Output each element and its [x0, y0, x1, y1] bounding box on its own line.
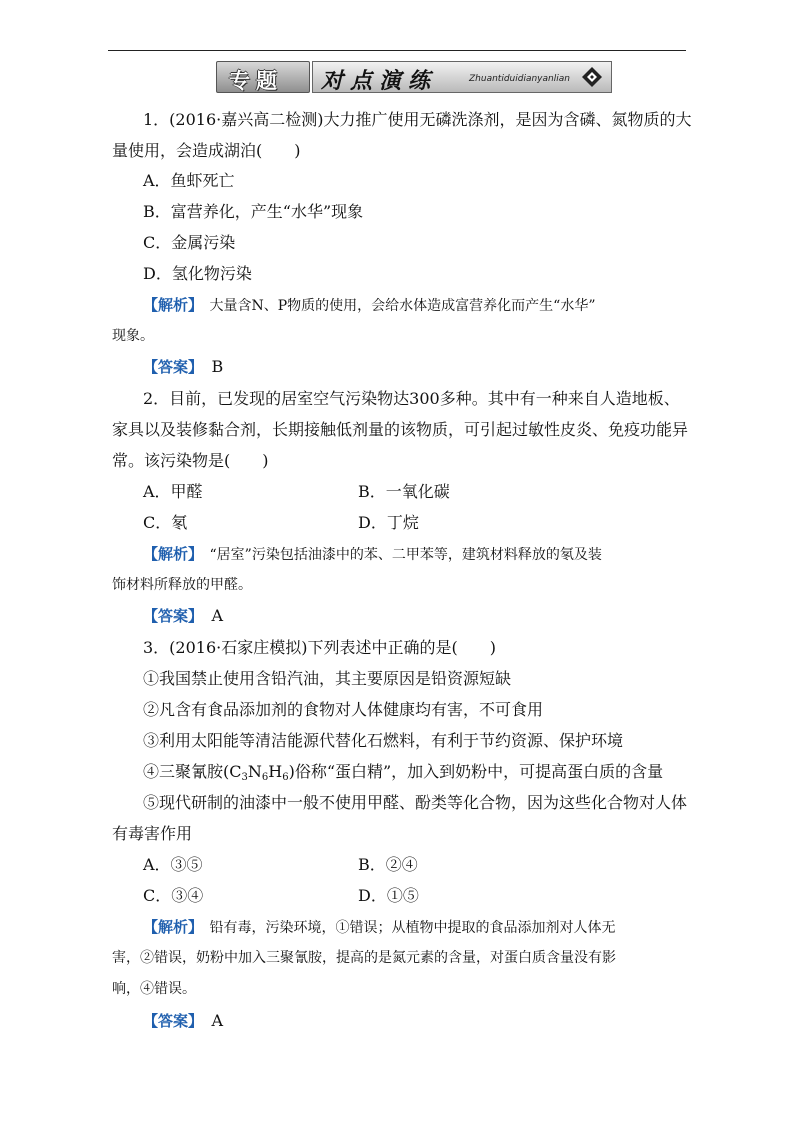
q3-s4-sub-n: 6 [261, 772, 269, 783]
q1-option-b: B．富营养化，产生“水华”现象 [143, 202, 364, 221]
q1-analysis-line2: 现象。 [112, 328, 154, 344]
diamond-logo-icon [581, 66, 603, 88]
q1-answer-value: B [195, 357, 224, 376]
q3-statement-3: ③利用太阳能等清洁能源代替化石燃料，有利于节约资源、保护环境 [143, 731, 624, 750]
q3-answer-value: A [195, 1011, 224, 1030]
q1-analysis-text: 大量含N、P物质的使用，会给水体造成富营养化而产生“水华” [195, 298, 596, 314]
q3-s4-part-n: N [247, 762, 262, 781]
q2-answer-value: A [195, 606, 224, 625]
q3-statement-5-line1: ⑤现代研制的油漆中一般不使用甲醛、酚类等化合物，因为这些化合物对人体 [143, 793, 688, 812]
q3-analysis-text: 铅有毒，污染环境，①错误；从植物中提取的食品添加剂对人体无 [195, 920, 616, 936]
q1-analysis-tag: 【解析】 [143, 296, 196, 314]
q3-stem: 3．(2016·石家庄模拟)下列表述中正确的是( ) [143, 638, 496, 657]
q3-s4-part-b: )俗称“蛋白精”，加入到奶粉中，可提高蛋白质的含量 [288, 762, 664, 781]
q3-statement-1: ①我国禁止使用含铅汽油，其主要原因是铅资源短缺 [143, 669, 512, 688]
banner-label: 专题 [229, 68, 283, 93]
q2-option-b: B．一氧化碳 [358, 482, 450, 501]
q3-s4-sub-h: 6 [282, 772, 289, 783]
q1-analysis-line1 [143, 295, 596, 316]
q3-statement-4 [143, 762, 663, 782]
banner-title: 对点演练 [321, 68, 438, 94]
q3-analysis-line2: 害，②错误，奶粉中加入三聚氰胺，提高的是氮元素的含量，对蛋白质含量没有影 [112, 950, 616, 966]
q3-statement-5-line2: 有毒害作用 [112, 824, 193, 843]
q3-s4-part-h: H [268, 762, 283, 781]
q2-answer [143, 606, 223, 626]
q1-option-a: A．鱼虾死亡 [143, 171, 235, 190]
q3-option-b: B．②④ [358, 855, 418, 874]
header-rule [108, 50, 686, 51]
banner-label-box [216, 61, 310, 93]
q3-option-c: C．③④ [143, 886, 204, 905]
q2-analysis-line1 [143, 544, 602, 565]
q2-stem-line3: 常。该污染物是( ) [112, 451, 269, 470]
q2-answer-tag: 【答案】 [143, 607, 196, 625]
q1-stem-line2: 量使用，会造成湖泊( ) [112, 141, 301, 160]
banner-title-box [312, 61, 612, 93]
q3-analysis-line3: 响，④错误。 [112, 981, 196, 997]
q3-analysis-line1 [143, 917, 616, 938]
q3-answer-tag: 【答案】 [143, 1012, 196, 1030]
q3-option-a: A．③⑤ [143, 855, 203, 874]
section-banner [216, 61, 610, 93]
q2-option-a: A．甲醛 [143, 482, 203, 501]
q3-answer [143, 1011, 223, 1031]
q1-stem-line1: 1．(2016·嘉兴高二检测)大力推广使用无磷洗涤剂，是因为含磷、氮物质的大 [143, 110, 692, 129]
q3-statement-2: ②凡含有食品添加剂的食物对人体健康均有害，不可食用 [143, 700, 544, 719]
q1-option-c: C．金属污染 [143, 233, 236, 252]
q2-stem-line2: 家具以及装修黏合剂，长期接触低剂量的该物质，可引起过敏性皮炎、免疫功能异 [112, 420, 689, 439]
banner-pinyin: Zhuantiduidianyanlian [469, 74, 570, 84]
q1-answer-tag: 【答案】 [143, 358, 196, 376]
q2-option-d: D．丁烷 [358, 513, 419, 532]
q3-analysis-tag: 【解析】 [143, 918, 196, 936]
q3-s4-part-a: ④三聚氰胺(C [143, 762, 242, 781]
q3-s4-sub-c: 3 [241, 772, 248, 783]
q3-option-d: D．①⑤ [358, 886, 419, 905]
q2-analysis-line2: 饰材料所释放的甲醛。 [112, 577, 252, 593]
q2-analysis-tag: 【解析】 [143, 545, 196, 563]
q2-stem-line1: 2．目前，已发现的居室空气污染物达300多种。其中有一种来自人造地板、 [143, 389, 680, 408]
q1-option-d: D．氢化物污染 [143, 264, 252, 283]
q2-option-c: C．氡 [143, 513, 188, 532]
q1-answer [143, 357, 223, 377]
q2-analysis-text: “居室”污染包括油漆中的苯、二甲苯等，建筑材料释放的氡及装 [195, 547, 602, 563]
